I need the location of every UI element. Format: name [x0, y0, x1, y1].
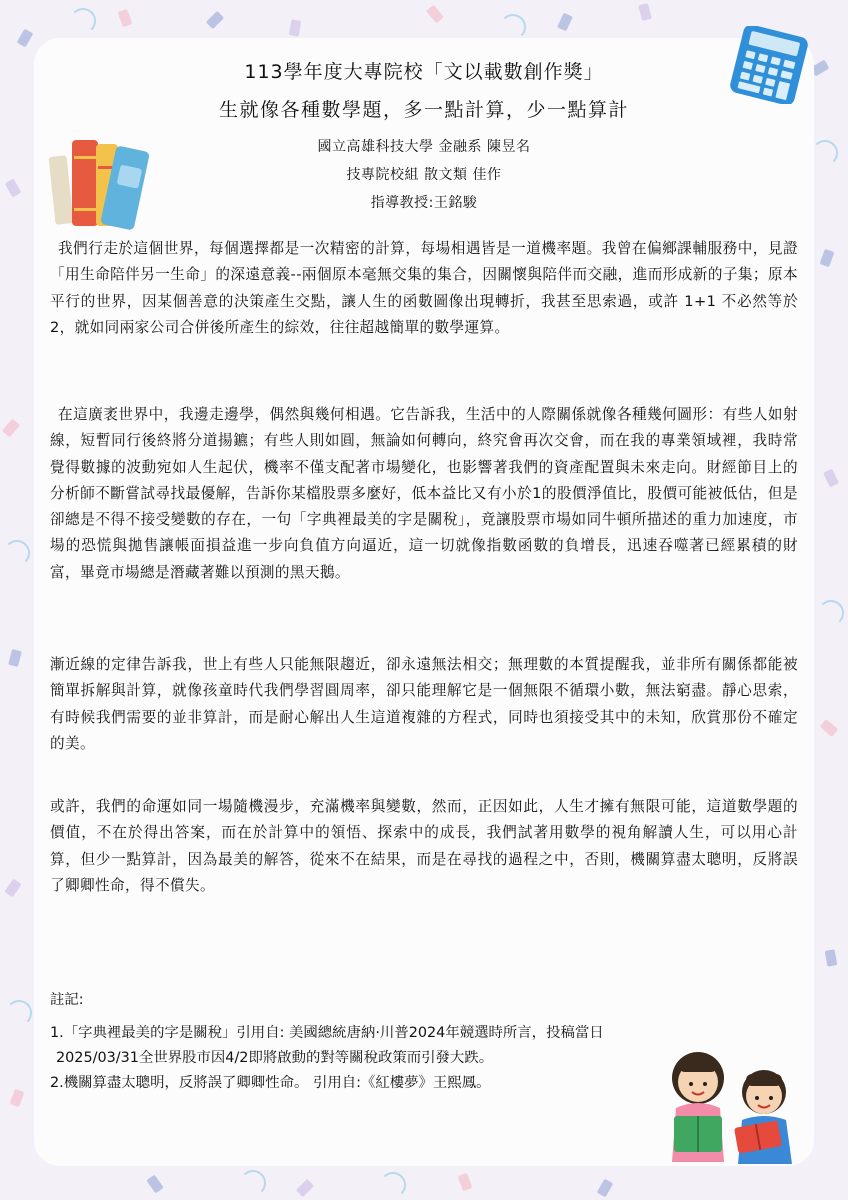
paragraph-3: 漸近線的定律告訴我，世上有些人只能無限趨近，卻永遠無法相交；無理數的本質提醒我，並非所有關係都能被簡單拆解與計算，就像孩童時代我們學習圓周率，卻只能理解它是一個無限不循環小數，無法窮盡。靜心思索，有時候我們需要的並非算計，而是耐心解出人生這道複雜的方程式，同時也須接受其中的未知，欣賞那份不確定的美。 [50, 656, 798, 752]
footnote-1: 1.「字典裡最美的字是關稅」引用自: 美國總統唐納·川普2024年競選時所言，投稿當日 [50, 1025, 604, 1041]
paragraph-2: 在這廣袤世界中，我邊走邊學，偶然與幾何相遇。它告訴我，生活中的人際關係就像各種幾何圖形：有些人如射線，短暫同行後終將分道揚鑣；有些人則如圓，無論如何轉向，終究會再次交會，而在我的專業領域裡，我時常覺得數據的波動宛如人生起伏，機率不僅支配著市場變化，也影響著我們的資產配置與未來走向。財經節目上的分析師不斷嘗試尋找最優解，告訴你某檔股票多麼好，低本益比又有小於1的股價淨值比，股價可能被低估，但是卻總是不得不接受變數的存在，一句「字典裡最美的字是關稅」，竟讓股票市場如同牛頓所描述的重力加速度，市場的恐慌與拋售讓帳面損益進一步向負值方向逼近，這一切就像指數函數的負增長，迅速吞噬著已經累積的財富，畢竟市場總是潛藏著難以預測的黑天鵝。 [50, 406, 798, 581]
footnote-2: 2.機關算盡太聰明，反將誤了卿卿性命。 引用自:《紅樓夢》王熙鳳。 [50, 1075, 491, 1091]
footnote-1-continued: 2025/03/31全世界股市因4/2即將啟動的對等關稅政策而引發大跌。 [56, 1050, 494, 1066]
footnotes-heading: 註記: [50, 992, 84, 1008]
award-category: 技專院校組 散文類 佳作 [346, 167, 502, 183]
paragraph-4: 或許，我們的命運如同一場隨機漫步，充滿機率與變數，然而，正因如此，人生才擁有無限可能，這道數學題的價值，不在於得出答案，而在於計算中的領悟、探索中的成長，我們試著用數學的視角解讀人生，可以用心計算，但少一點算計，因為最美的解答，從來不在結果，而是在尋找的過程之中，否則，機關算盡太聰明，反將誤了卿卿性命，得不償失。 [50, 798, 798, 894]
advisor-name: 指導教授:王銘駿 [370, 195, 478, 211]
title-line-2: 生就像各種數學題，多一點計算，少一點算計 [218, 99, 629, 121]
author-affiliation: 國立高雄科技大學 金融系 陳昱名 [317, 139, 531, 155]
paragraph-1: 我們行走於這個世界，每個選擇都是一次精密的計算，每場相遇皆是一道機率題。我曾在偏鄉課輔服務中，見證「用生命陪伴另一生命」的深遠意義--兩個原本毫無交集的集合，因關懷與陪伴而交融，進而形成新的子集；原本平行的世界，因某個善意的決策產生交點，讓人生的函數圖像出現轉折，我甚至思索過，或許 1+1 不必然等於 2，就如同兩家公司合併後所產生的綜效，往往超越簡單的數學運算。 [50, 240, 798, 336]
title-line-1: 113學年度大專院校「文以載數創作獎」 [244, 61, 604, 83]
footnotes [50, 988, 770, 1096]
